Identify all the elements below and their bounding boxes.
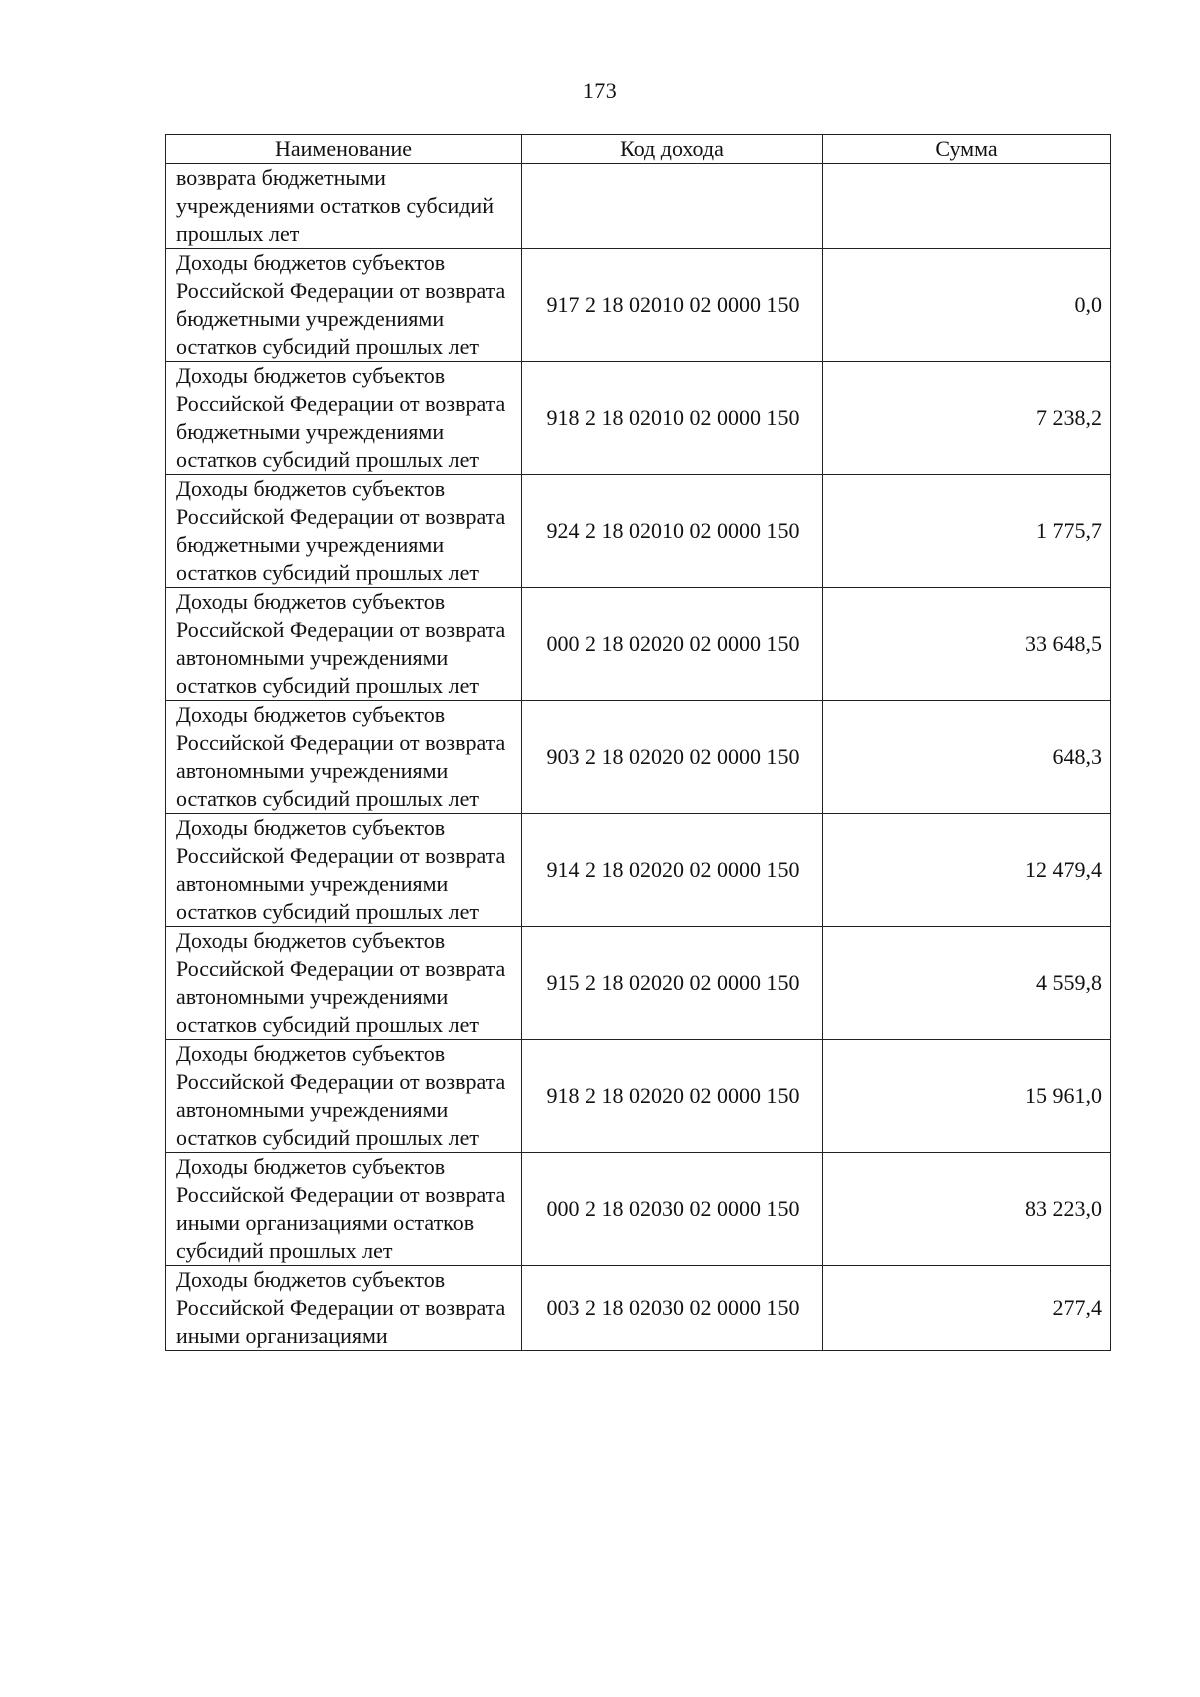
header-code: Код дохода <box>522 135 823 164</box>
row-code: 003 2 18 02030 02 0000 150 <box>522 1266 823 1351</box>
row-sum: 83 223,0 <box>823 1153 1111 1266</box>
row-sum <box>823 164 1111 249</box>
row-code: 918 2 18 02020 02 0000 150 <box>522 1040 823 1153</box>
table-row <box>166 701 1111 814</box>
table-row <box>166 1266 1111 1351</box>
row-sum: 0,0 <box>823 249 1111 362</box>
table-row <box>166 1040 1111 1153</box>
row-code: 918 2 18 02010 02 0000 150 <box>522 362 823 475</box>
row-name: Доходы бюджетов субъектов Российской Федерации от возврата автономными учреждениями остатков субсидий прошлых лет <box>166 1040 522 1153</box>
row-sum: 7 238,2 <box>823 362 1111 475</box>
row-sum: 15 961,0 <box>823 1040 1111 1153</box>
table-row <box>166 588 1111 701</box>
table-row <box>166 249 1111 362</box>
row-name: Доходы бюджетов субъектов Российской Федерации от возврата бюджетными учреждениями остатков субсидий прошлых лет <box>166 475 522 588</box>
row-name: Доходы бюджетов субъектов Российской Федерации от возврата автономными учреждениями остатков субсидий прошлых лет <box>166 814 522 927</box>
row-name: Доходы бюджетов субъектов Российской Федерации от возврата автономными учреждениями остатков субсидий прошлых лет <box>166 927 522 1040</box>
table-row <box>166 362 1111 475</box>
header-name: Наименование <box>166 135 522 164</box>
row-name: Доходы бюджетов субъектов Российской Федерации от возврата бюджетными учреждениями остатков субсидий прошлых лет <box>166 249 522 362</box>
row-sum: 277,4 <box>823 1266 1111 1351</box>
row-sum: 648,3 <box>823 701 1111 814</box>
row-code <box>522 164 823 249</box>
row-code: 915 2 18 02020 02 0000 150 <box>522 927 823 1040</box>
row-code: 000 2 18 02020 02 0000 150 <box>522 588 823 701</box>
row-code: 917 2 18 02010 02 0000 150 <box>522 249 823 362</box>
row-code: 914 2 18 02020 02 0000 150 <box>522 814 823 927</box>
row-sum: 33 648,5 <box>823 588 1111 701</box>
row-sum: 4 559,8 <box>823 927 1111 1040</box>
header-sum: Сумма <box>823 135 1111 164</box>
page-number: 173 <box>582 78 618 103</box>
table-header-row <box>166 135 1111 164</box>
table-row <box>166 164 1111 249</box>
table-row <box>166 927 1111 1040</box>
row-sum: 1 775,7 <box>823 475 1111 588</box>
row-code: 924 2 18 02010 02 0000 150 <box>522 475 823 588</box>
row-name: возврата бюджетными учреждениями остатков субсидий прошлых лет <box>166 164 522 249</box>
table-row <box>166 814 1111 927</box>
row-code: 903 2 18 02020 02 0000 150 <box>522 701 823 814</box>
row-name: Доходы бюджетов субъектов Российской Федерации от возврата автономными учреждениями остатков субсидий прошлых лет <box>166 701 522 814</box>
table-row <box>166 475 1111 588</box>
row-name: Доходы бюджетов субъектов Российской Федерации от возврата автономными учреждениями остатков субсидий прошлых лет <box>166 588 522 701</box>
row-code: 000 2 18 02030 02 0000 150 <box>522 1153 823 1266</box>
row-name: Доходы бюджетов субъектов Российской Федерации от возврата бюджетными учреждениями остатков субсидий прошлых лет <box>166 362 522 475</box>
table-row <box>166 1153 1111 1266</box>
row-name: Доходы бюджетов субъектов Российской Федерации от возврата иными организациями <box>166 1266 522 1351</box>
row-sum: 12 479,4 <box>823 814 1111 927</box>
row-name: Доходы бюджетов субъектов Российской Федерации от возврата иными организациями остатков субсидий прошлых лет <box>166 1153 522 1266</box>
revenue-table <box>165 134 1111 1351</box>
